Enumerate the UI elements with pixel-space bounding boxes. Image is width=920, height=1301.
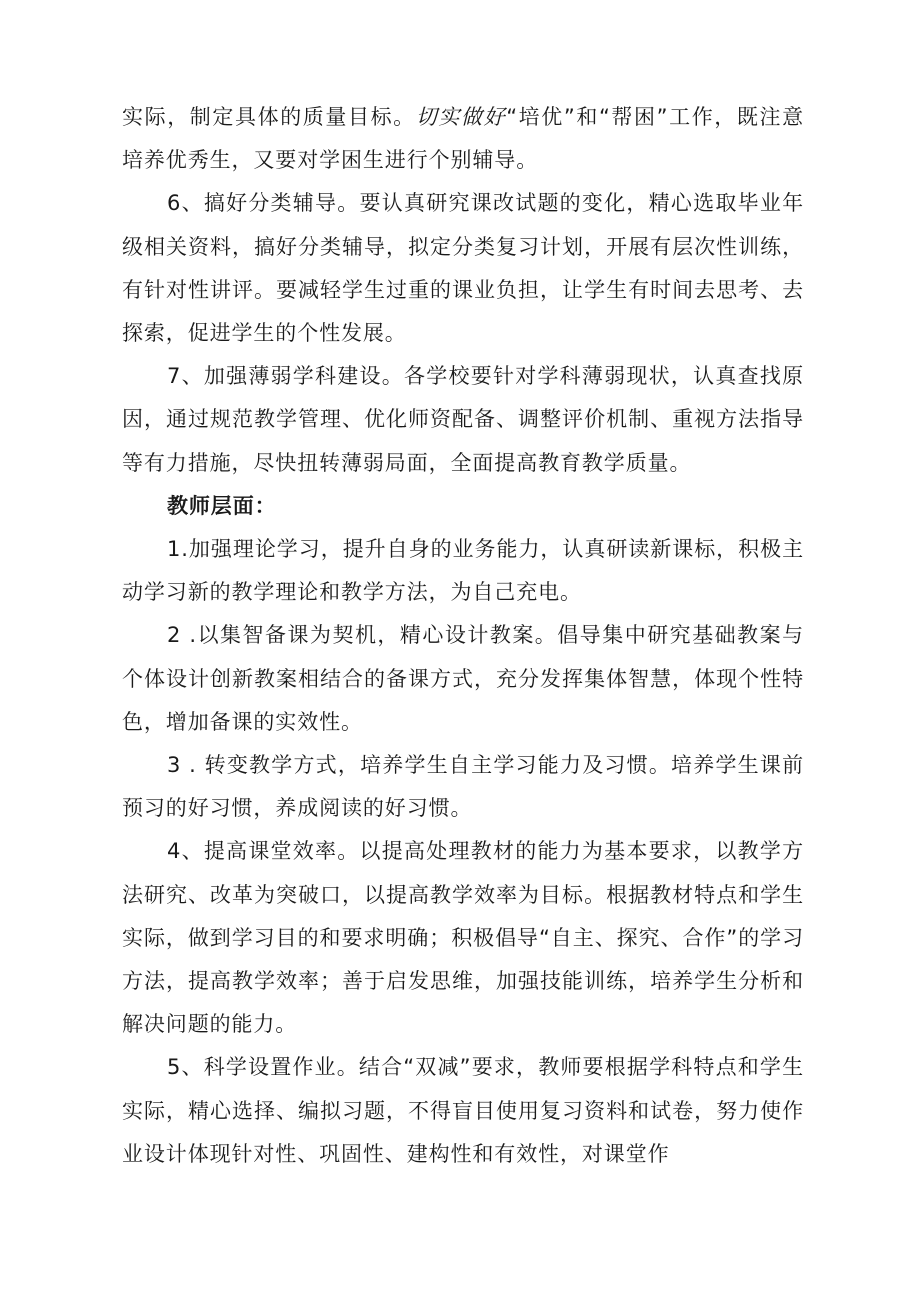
teacher-item-5: 5、科学设置作业。结合“双减”要求，教师要根据学科特点和学生实际，精心选择、编拟习题，不得盲目使用复习资料和试卷，努力使作业设计体现针对性、巩固性、建构性和有效性，对课堂作 xyxy=(122,1055,804,1166)
teacher-item-3: 3 . 转变教学方式，培养学生自主学习能力及习惯。培养学生课前预习的好习惯，养成阅读的好习惯。 xyxy=(122,753,804,821)
document-body xyxy=(122,96,804,1176)
teacher-section-heading: 教师层面： xyxy=(167,493,277,518)
teacher-item-4: 4、提高课堂效率。以提高处理教材的能力为基本要求，以教学方法研究、改革为突破口，以提高教学效率为目标。根据教材特点和学生实际，做到学习目的和要求明确；积极倡导“自主、探究、合作”的学习方法，提高教学效率；善于启发思维，加强技能训练，培养学生分析和解决问题的能力。 xyxy=(122,839,804,1037)
intro-emphasis: 切实做好 xyxy=(415,105,507,129)
intro-text: 实际，制定具体的质量目标。 xyxy=(122,105,416,129)
intro-paragraph xyxy=(122,96,804,182)
intro-text-continued: “培优”和“帮困”工作，既注意培养优秀生，又要对学困生进行个别辅导。 xyxy=(122,105,804,173)
school-item-7: 7、加强薄弱学科建设。各学校要针对学科薄弱现状，认真查找原因，通过规范教学管理、优化师资配备、调整评价机制、重视方法指导等有力措施，尽快扭转薄弱局面，全面提高教育教学质量。 xyxy=(122,364,804,475)
school-item-6: 6、搞好分类辅导。要认真研究课改试题的变化，精心选取毕业年级相关资料，搞好分类辅导，拟定分类复习计划，开展有层次性训练，有针对性讲评。要减轻学生过重的课业负担，让学生有时间去思考、去探索，促进学生的个性发展。 xyxy=(122,191,804,346)
teacher-item-2: 2 .以集智备课为契机，精心设计教案。倡导集中研究基础教案与个体设计创新教案相结合的备课方式，充分发挥集体智慧，体现个性特色，增加备课的实效性。 xyxy=(122,623,804,734)
teacher-item-1: 1.加强理论学习，提升自身的业务能力，认真研读新课标，积极主动学习新的教学理论和教学方法，为自己充电。 xyxy=(122,537,804,605)
